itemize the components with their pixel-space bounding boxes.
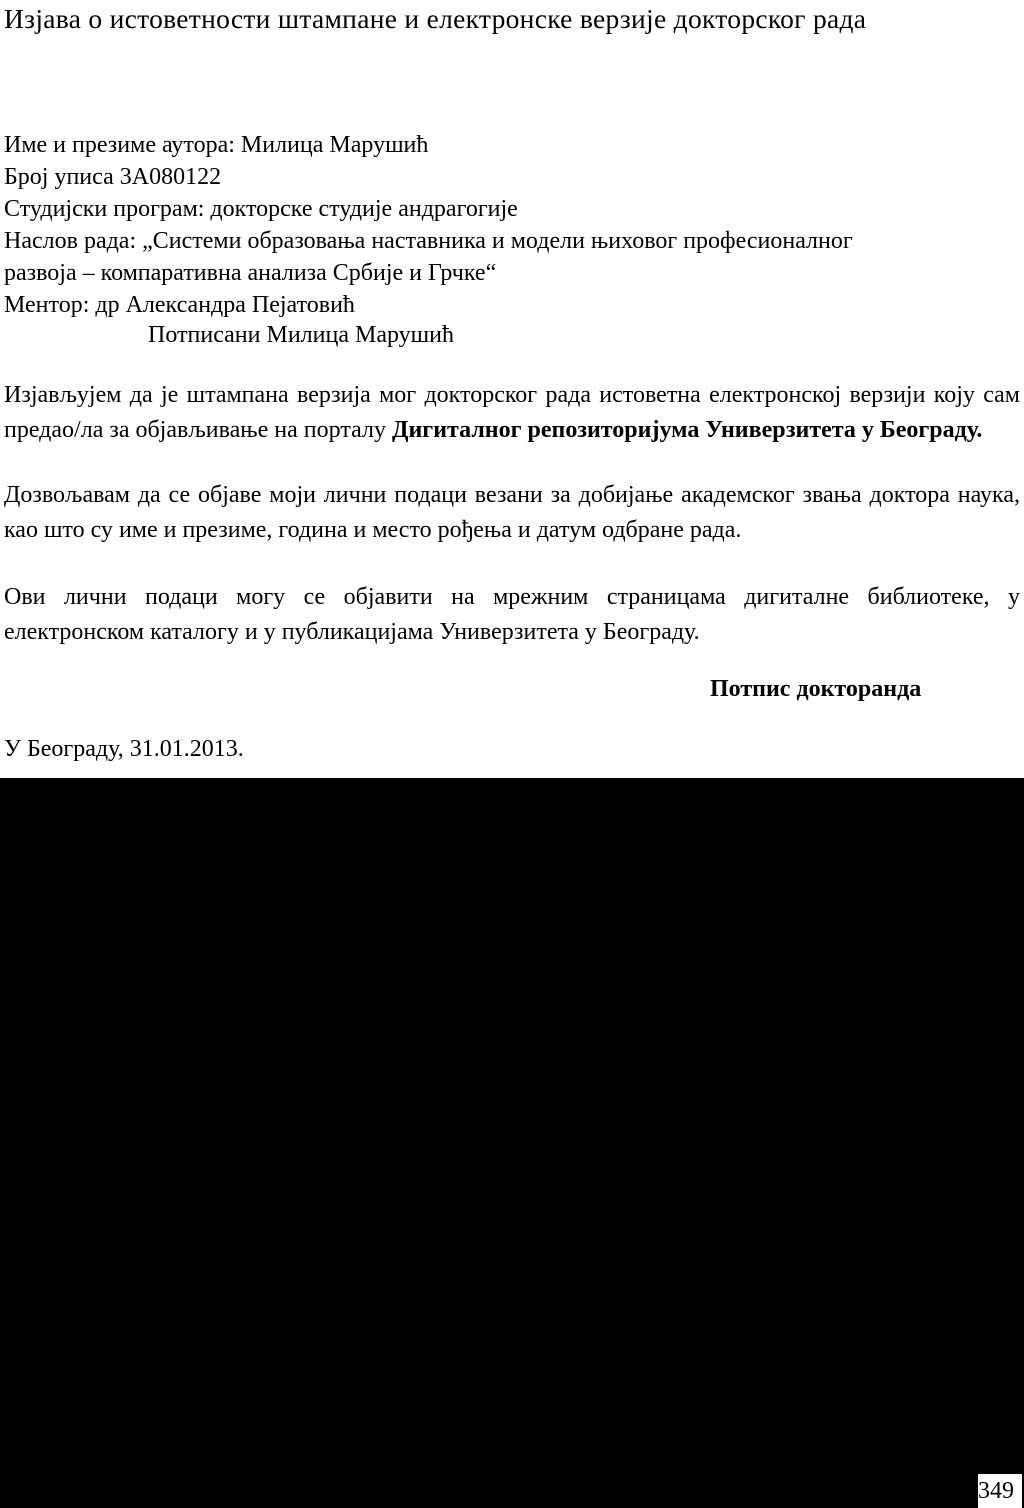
signature-label: Потпис докторанда — [710, 676, 922, 702]
place-date: У Београду, 31.01.2013. — [4, 736, 244, 762]
page-number: 349 — [978, 1474, 1022, 1508]
thesis-title-line-2: развоја – компаративна анализа Србије и Грчке“ — [4, 260, 497, 286]
signed-name-line: Потписани Милица Марушић — [148, 322, 454, 348]
declaration-text: Изјављујем да је штампана верзија мог докторског рада истоветна електронској верзији коју сам предао/ла за објављивање на порталу — [4, 382, 1020, 443]
declaration-paragraph — [4, 378, 1020, 447]
study-program-line: Студијски програм: докторске студије андрагогије — [4, 196, 518, 222]
author-line: Име и презиме аутора: Милица Марушић — [4, 132, 429, 158]
permission-paragraph: Дозвољавам да се објаве моји лични подаци везани за добијање академског звања доктора наука, као што су име и презиме, година и место рођења и датум одбране рада. — [4, 482, 1020, 543]
redacted-black-area — [0, 778, 1024, 1508]
thesis-title-line-1: Наслов рада: „Системи образовања наставника и модели њиховог професионалног — [4, 228, 853, 254]
document-title: Изјава о истоветности штампане и електронске верзије докторског рада — [4, 3, 867, 34]
repository-name: Дигиталног репозиторијума Универзитета у Београду. — [391, 416, 983, 443]
mentor-line: Ментор: др Александра Пејатовић — [4, 292, 355, 318]
publication-paragraph: Ови лични подаци могу се објавити на мрежним страницама дигиталне библиотеке, у електронском каталогу и у публикацијама Универзитета у Београду. — [4, 584, 1020, 645]
enrollment-number-line: Број уписа 3А080122 — [4, 164, 222, 190]
